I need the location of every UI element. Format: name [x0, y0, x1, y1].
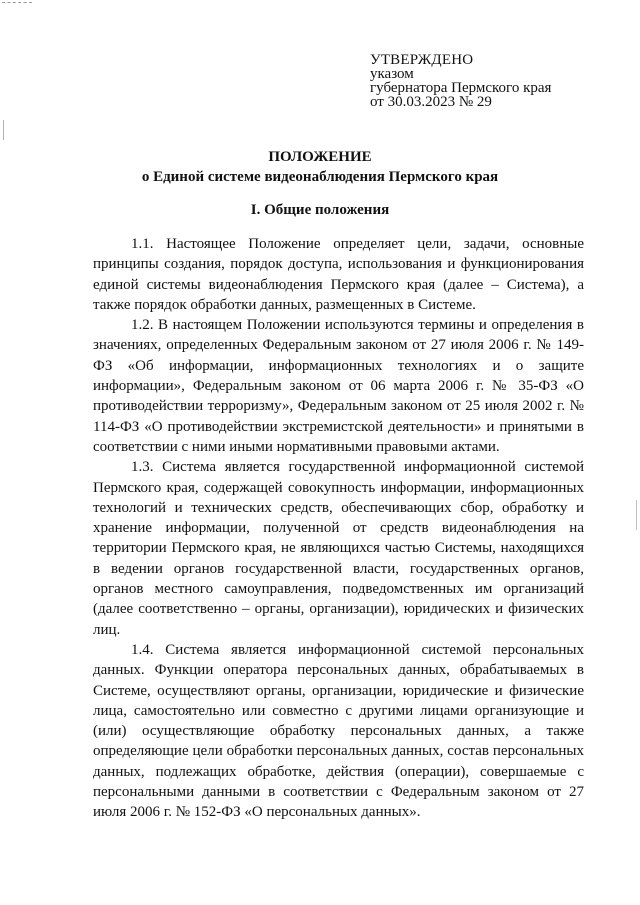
paragraph-1-1: 1.1. Настоящее Положение определяет цели, задачи, основные принципы создания, порядок доступа, использования и функционирования единой системы видеонаблюдения Пермского края (далее – Система), а также порядок обработки данных, размещенных в Системе. — [93, 236, 584, 313]
approval-line-governor: губернатора Пермского края — [370, 80, 552, 96]
document-subtitle: о Единой системе видеонаблюдения Пермского края — [141, 169, 499, 185]
section-heading: I. Общие положения — [250, 202, 390, 218]
approval-line-date-number: от 30.03.2023 № 29 — [370, 94, 492, 110]
paragraph-1-4: 1.4. Система является информационной системой персональных данных. Функции оператора персональных данных, обрабатываемых в Системе, осуществляют органы, организации, юридические и физические лица, самостоятельно или совместно с другими лицами организующие и (или) осуществляющие обработку персональных данных, а также определяющие цели обработки персональных данных, состав персональных данных, подлежащих обработке, действия (операции), совершаемые с персональными данными в соответствии с Федеральным законом от 27 июля 2006 г. № 152-ФЗ «О персональных данных». — [93, 641, 584, 821]
section-body — [93, 234, 584, 823]
paragraph-1-3: 1.3. Система является государственной информационной системой Пермского края, содержащей совокупность информации, информационных технологий и технических средств, обеспечивающих сбор, обработку и хранение информации, полученной от средств видеонаблюдения на территории Пермского края, не являющихся частью Системы, находящихся в ведении органов государственной власти, государственных органов, органов местного самоуправления, подведомственных им организаций (далее соответственно – органы, организации), юридических и физических лиц. — [93, 459, 584, 638]
scan-artifact-top — [2, 2, 32, 5]
approval-line-decree: указом — [370, 66, 414, 82]
approval-stamp-block — [370, 53, 610, 109]
scan-artifact-left — [3, 120, 4, 140]
scan-artifact-right — [636, 500, 637, 530]
approved-label: УТВЕРЖДЕНО — [370, 52, 474, 68]
document-title: ПОЛОЖЕНИЕ — [268, 149, 372, 165]
paragraph-1-2: 1.2. В настоящем Положении используются термины и определения в значениях, определенных Федеральным законом от 27 июля 2006 г. № 149-ФЗ «Об информации, информационных технологиях и о защите информации», Федеральным законом от 06 марта 2006 г. № 35-ФЗ «О противодействии терроризму», Федеральным законом от 25 июля 2002 г. № 114-ФЗ «О противодействии экстремистской деятельности» и принятыми в соответствии с ними иными нормативными правовыми актами. — [93, 317, 584, 455]
